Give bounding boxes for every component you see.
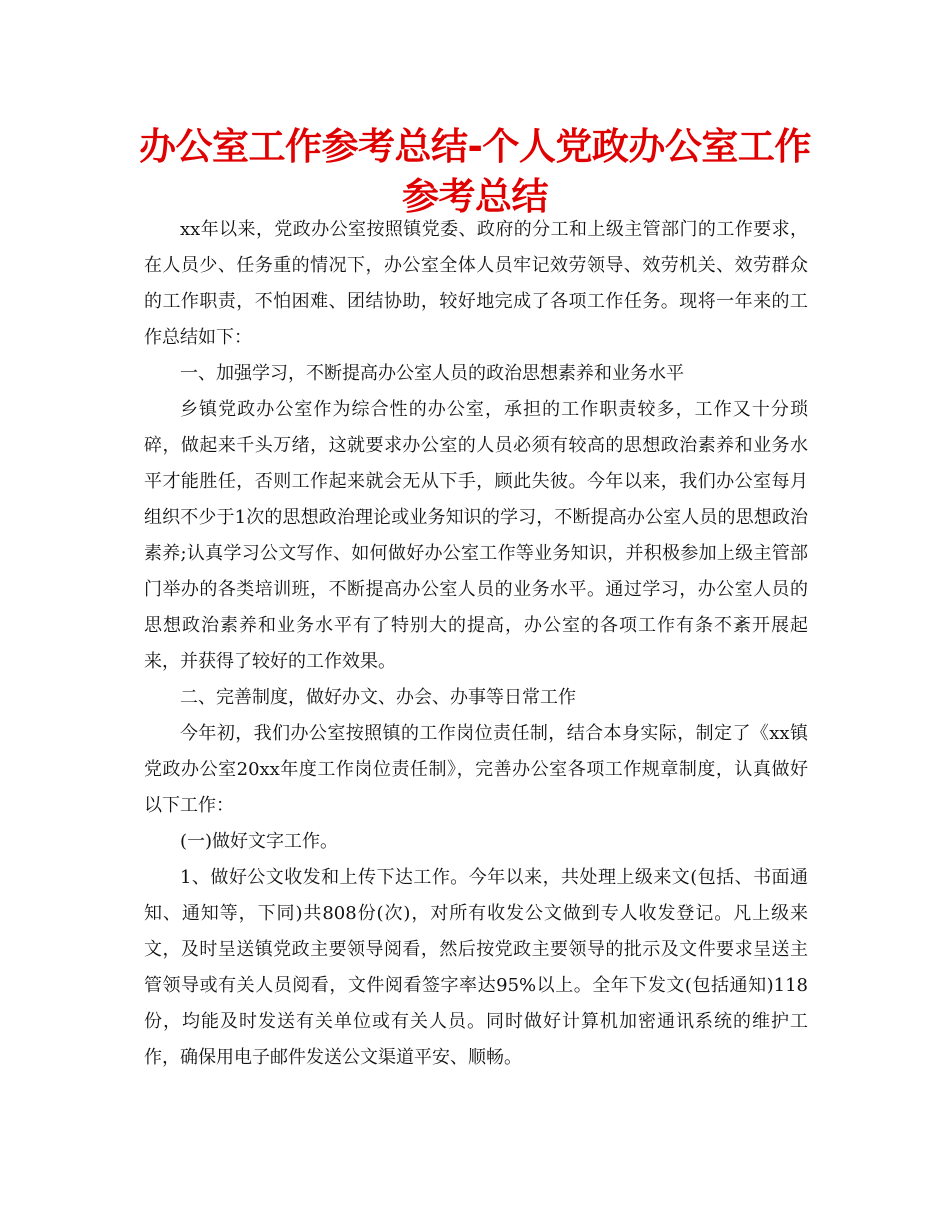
section-heading-1: 一、加强学习，不断提高办公室人员的政治思想素养和业务水平 [180,363,684,384]
subsection-heading-1: (一)做好文字工作。 [180,831,339,852]
paragraph-intro: xx年以来，党政办公室按照镇党委、政府的分工和上级主管部门的工作要求，在人员少、任务重的情况下，办公室全体人员牢记效劳领导、效劳机关、效劳群众的工作职责，不怕困难、团结协助，较好地完成了各项工作任务。现将一年来的工作总结如下： [144,219,808,348]
paragraph-documents: 1、做好公文收发和上传下达工作。今年以来，共处理上级来文(包括、书面通知、通知等，下同)共808份(次)，对所有收发公文做到专人收发登记。凡上级来文，及时呈送镇党政主要领导阅看，然后按党政主要领导的批示及文件要求呈送主管领导或有关人员阅看，文件阅看签字率达95%以上。全年下发文(包括通知)118份，均能及时发送有关单位或有关人员。同时做好计算机加密通讯系统的维护工作，确保用电子邮件发送公文渠道平安、顺畅。 [144,867,808,1068]
paragraph-system: 今年初，我们办公室按照镇的工作岗位责任制，结合本身实际，制定了《xx镇党政办公室20xx年度工作岗位责任制》，完善办公室各项工作规章制度，认真做好以下工作： [144,723,808,816]
document-body [144,212,808,1076]
paragraph-study: 乡镇党政办公室作为综合性的办公室，承担的工作职责较多，工作又十分琐碎，做起来千头万绪，这就要求办公室的人员必须有较高的思想政治素养和业务水平才能胜任，否则工作起来就会无从下手，顾此失彼。今年以来，我们办公室每月组织不少于1次的思想政治理论或业务知识的学习，不断提高办公室人员的思想政治素养;认真学习公文写作、如何做好办公室工作等业务知识，并积极参加上级主管部门举办的各类培训班，不断提高办公室人员的业务水平。通过学习，办公室人员的思想政治素养和业务水平有了特别大的提高，办公室的各项工作有条不紊开展起来，并获得了较好的工作效果。 [144,399,808,672]
section-heading-2: 二、完善制度，做好办文、办会、办事等日常工作 [180,687,576,708]
document-title: 办公室工作参考总结-个人党政办公室工作参考总结 [139,125,811,218]
